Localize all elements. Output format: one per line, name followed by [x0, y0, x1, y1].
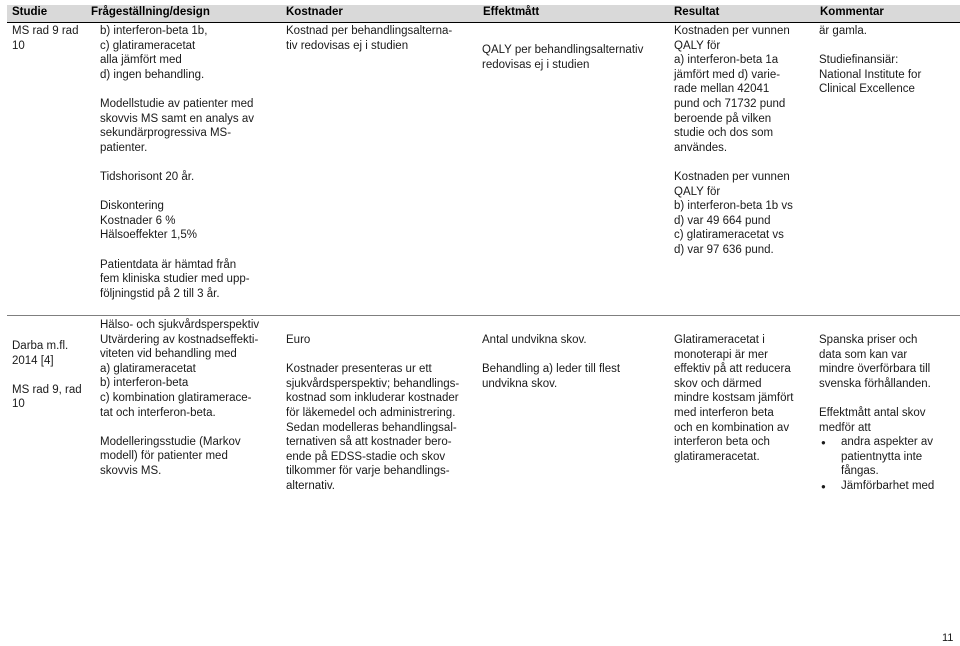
row-divider	[7, 315, 960, 316]
row2-resultat: Glatirameracetat i monoterapi är mer effektiv på att reducera skov och därmed mindre kostsam jämfört med interferon beta och en kombination av interferon beta och glatirameracetat.	[674, 334, 794, 463]
header-studie: Studie	[12, 6, 48, 18]
page-number: 11	[942, 632, 954, 644]
row1-studie: MS rad 9 rad 10	[12, 25, 79, 52]
row2-kostnader: Euro Kostnader presenteras ur ett sjukvårdsperspektiv; behandlings- kostnad som inkluderar kostnader för läkemedel och administrering. Sedan modelleras behandlingsal- ternativen så att kostnader bero- ende på EDSS-stadie och skov tilkommer för varje behandlings- alternativ.	[286, 334, 460, 492]
row2-studie: Darba m.fl. 2014 [4] MS rad 9, rad 10	[12, 340, 82, 411]
table-header	[7, 5, 960, 23]
row1-design: b) interferon-beta 1b, c) glatirameracetat alla jämfört med d) ingen behandling. Modellstudie av patienter med skovvis MS samt en analys av sekundärprogressiva MS- patienter. Tidshorisont 20 år. Diskontering Kostnader 6 % Hälsoeffekter 1,5% Patientdata är hämtad från fem kliniska studier med upp- följningstid på 2 till 3 år.	[100, 25, 255, 300]
comment-bullet-list	[819, 435, 959, 493]
header-fragestallning: Frågeställning/design	[91, 6, 210, 18]
row2-effektmatt: Antal undvikna skov. Behandling a) leder till flest undvikna skov.	[482, 334, 621, 390]
row2-kommentar: Spanska priser och data som kan var mindre överförbara till svenska förhållanden. Effektmått antal skov medför att ● andra aspekter av patientnytta inte fångas. ● Jämförbarhet med	[819, 333, 959, 494]
header-kostnader: Kostnader	[286, 6, 343, 18]
header-resultat: Resultat	[674, 6, 720, 18]
row1-kostnader: Kostnad per behandlingsalterna- tiv redovisas ej i studien	[286, 25, 453, 52]
header-kommentar: Kommentar	[820, 6, 884, 18]
row1-resultat: Kostnaden per vunnen QALY för a) interferon-beta 1a jämfört med d) varie- rade mellan 42041 pund och 71732 pund beroende på vilken studie och dos som användes. Kostnaden per vunnen QALY för b) interferon-beta 1b vs d) var 49 664 pund c) glatirameracetat vs d) var 97 636 pund.	[674, 25, 793, 256]
row2-design: Hälso- och sjukvårdsperspektiv Utvärdering av kostnadseffekti- viteten vid behandling med a) glatirameracetat b) interferon-beta c) kombination glatiramerace- tat och interferon-beta. Modelleringsstudie (Markov modell) för patienter med skovvis MS.	[100, 319, 260, 477]
row1-effektmatt: QALY per behandlingsalternativ redovisas ej i studien	[482, 44, 644, 71]
row1-kommentar: är gamla. Studiefinansiär: National Institute for Clinical Excellence	[819, 25, 922, 96]
list-item: ● Jämförbarhet med	[841, 479, 959, 494]
list-item: ● andra aspekter av patientnytta inte fångas.	[841, 435, 959, 479]
header-effektmatt: Effektmått	[483, 6, 540, 18]
